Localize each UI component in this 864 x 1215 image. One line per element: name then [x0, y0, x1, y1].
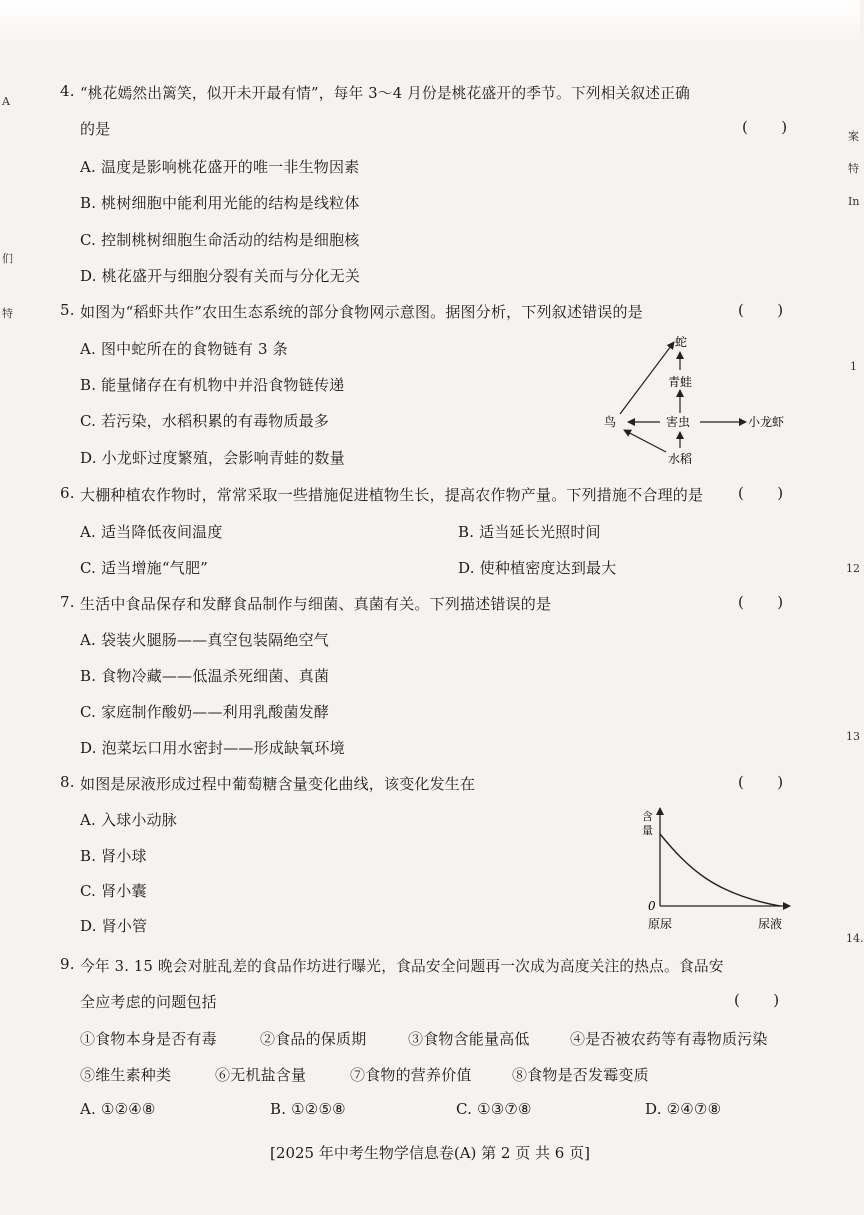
edge-mark-right: 13 [846, 730, 860, 743]
node-rice: 水稻 [668, 452, 693, 466]
node-crayfish: 小龙虾 [748, 415, 785, 429]
question-stem-cont: 的是 [80, 120, 111, 138]
question-number: 9. [60, 955, 75, 973]
question-stem: 大棚种植农作物时，常常采取一些措施促进植物生长，提高农作物产量。下列措施不合理的是 [80, 486, 704, 504]
answer-bracket: ( ) [738, 484, 784, 502]
option-c: C. 肾小囊 [80, 882, 147, 900]
answer-bracket: ( ) [738, 773, 784, 791]
glucose-curve [660, 834, 780, 906]
edge-mark-right: 特 [848, 162, 859, 175]
question-number: 4. [60, 82, 75, 100]
statement-item: ⑥无机盐含量 [215, 1066, 307, 1084]
statement-item: ⑤维生素种类 [80, 1066, 172, 1084]
question-stem: 如图是尿液形成过程中葡萄糖含量变化曲线，该变化发生在 [80, 775, 476, 793]
x-start-label: 原尿 [648, 917, 673, 931]
answer-bracket: ( ) [738, 301, 784, 319]
option-b: B. 能量储存在有机物中并沿食物链传递 [80, 376, 345, 394]
answer-bracket: ( ) [738, 593, 784, 611]
statement-item: ⑧食物是否发霉变质 [512, 1066, 649, 1084]
option-b: B. 适当延长光照时间 [458, 523, 601, 541]
statement-item: ②食品的保质期 [260, 1030, 367, 1048]
option-a: A. 入球小动脉 [80, 811, 177, 829]
glucose-curve-graph [640, 802, 800, 937]
option-b: B. ①②⑤⑧ [270, 1100, 346, 1118]
question-stem: 生活中食品保存和发酵食品制作与细菌、真菌有关。下列描述错误的是 [80, 595, 552, 613]
edge-mark-right: 案 [848, 130, 859, 143]
question-stem: 如图为“稻虾共作”农田生态系统的部分食物网示意图。据图分析，下列叙述错误的是 [80, 303, 643, 321]
option-c: C. 家庭制作酸奶——利用乳酸菌发酵 [80, 703, 330, 721]
question-number: 8. [60, 773, 75, 791]
option-d: D. 使种植密度达到最大 [458, 559, 617, 577]
node-bird: 鸟 [604, 415, 617, 429]
option-a: A. ①②④⑧ [80, 1100, 156, 1118]
statement-item: ①食物本身是否有毒 [80, 1030, 217, 1048]
option-d: D. 泡菜坛口用水密封——形成缺氧环境 [80, 739, 345, 757]
arrow-rice-to-bird [624, 430, 666, 452]
option-d: D. 小龙虾过度繁殖，会影响青蛙的数量 [80, 449, 345, 467]
option-d: D. 桃花盛开与细胞分裂有关而与分化无关 [80, 267, 361, 285]
statement-item: ⑦食物的营养价值 [350, 1066, 472, 1084]
y-axis-label: 含 [642, 810, 653, 823]
statement-item: ④是否被农药等有毒物质污染 [570, 1030, 768, 1048]
option-d: D. ②④⑦⑧ [645, 1100, 722, 1118]
option-c: C. 适当增施“气肥” [80, 559, 209, 577]
question-stem: 今年 3. 15 晚会对脏乱差的食品作坊进行曝光，食品安全问题再一次成为高度关注的热点。食品安 [80, 958, 724, 975]
page-footer: [2025 年中考生物学信息卷(A) 第 2 页 共 6 页] [270, 1144, 590, 1162]
option-a: A. 袋装火腿肠——真空包装隔绝空气 [80, 631, 329, 649]
edge-mark-left: 特 [2, 307, 13, 320]
food-web-diagram [600, 330, 800, 470]
edge-mark-right: 12 [846, 562, 860, 575]
node-pest: 害虫 [666, 415, 691, 429]
edge-mark-right: 1 [850, 360, 857, 373]
option-b: B. 肾小球 [80, 847, 147, 865]
scan-top-edge [0, 0, 860, 48]
origin-label: 0 [648, 899, 656, 913]
option-c: C. 若污染，水稻积累的有毒物质最多 [80, 412, 330, 430]
answer-bracket: ( ) [734, 991, 780, 1009]
statement-item: ③食物含能量高低 [408, 1030, 530, 1048]
question-number: 5. [60, 301, 75, 319]
x-end-label: 尿液 [758, 917, 783, 931]
option-c: C. 控制桃树细胞生命活动的结构是细胞核 [80, 231, 360, 249]
y-axis-label: 量 [642, 824, 653, 837]
option-c: C. ①③⑦⑧ [456, 1100, 532, 1118]
question-stem: “桃花嫣然出篱笑，似开未开最有情”，每年 3～4 月份是桃花盛开的季节。下列相关叙述正确 [80, 85, 690, 102]
question-number: 6. [60, 484, 75, 502]
option-b: B. 食物冷藏——低温杀死细菌、真菌 [80, 667, 330, 685]
edge-mark-left: A [2, 95, 10, 108]
option-a: A. 适当降低夜间温度 [80, 523, 223, 541]
option-a: A. 温度是影响桃花盛开的唯一非生物因素 [80, 158, 360, 176]
option-a: A. 图中蛇所在的食物链有 3 条 [80, 340, 288, 358]
arrow-bird-to-snake [620, 342, 674, 414]
option-d: D. 肾小管 [80, 917, 148, 935]
node-snake: 蛇 [675, 335, 688, 349]
edge-mark-left: 们 [2, 252, 13, 265]
question-number: 7. [60, 593, 75, 611]
node-frog: 青蛙 [668, 375, 693, 389]
option-b: B. 桃树细胞中能利用光能的结构是线粒体 [80, 194, 360, 212]
question-stem-cont: 全应考虑的问题包括 [80, 993, 217, 1011]
edge-mark-right: 14. [846, 932, 864, 945]
edge-mark-right: In [848, 195, 860, 208]
answer-bracket: ( ) [742, 118, 788, 136]
